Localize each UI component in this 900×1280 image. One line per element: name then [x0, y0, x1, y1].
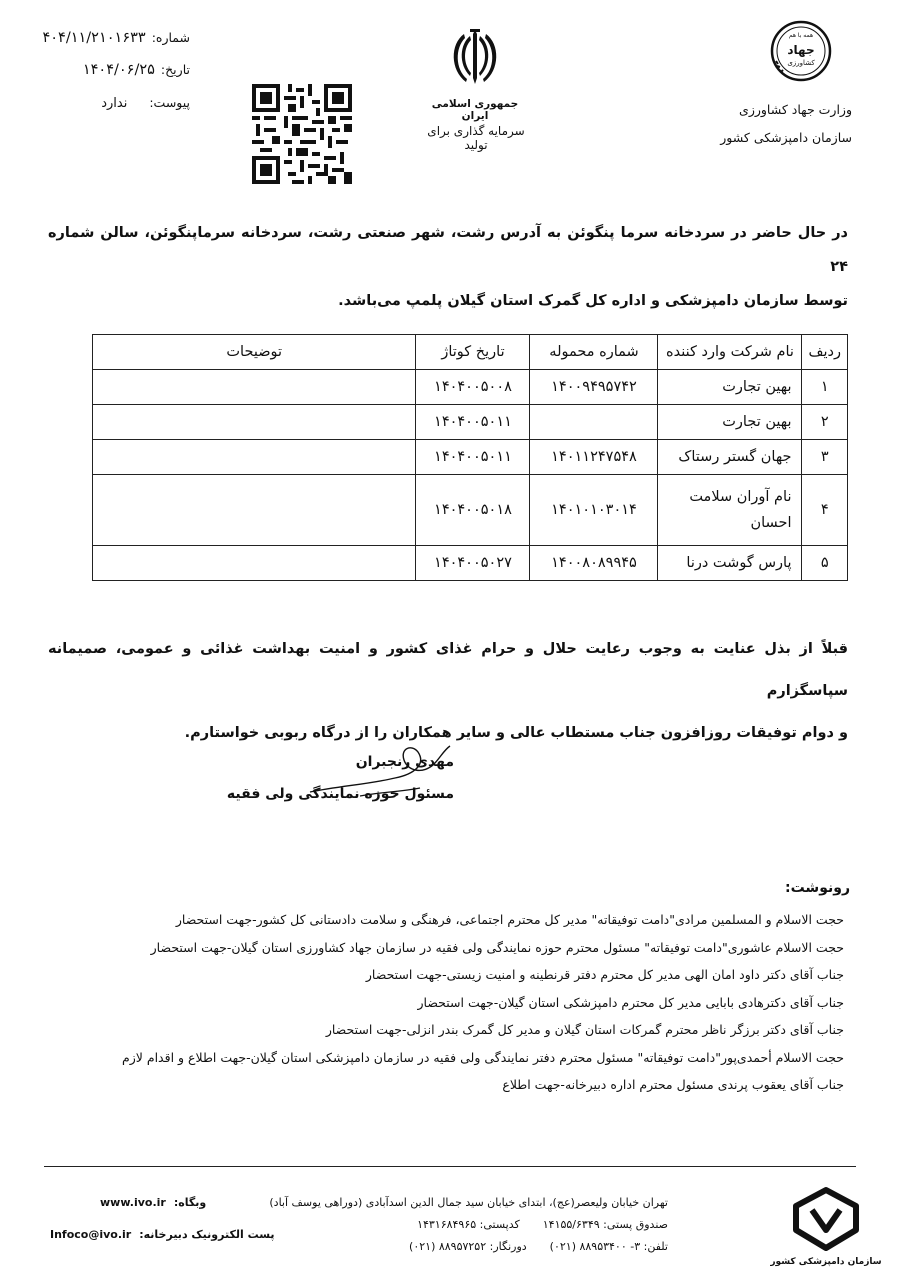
phone-value: ۳- ۸۸۹۵۳۴۰۰ (۰۲۱) — [549, 1240, 641, 1253]
cell-row: ۴ — [802, 475, 848, 546]
col-header-company: نام شرکت وارد کننده — [658, 335, 802, 370]
letter-number — [42, 30, 190, 46]
cc-item: جناب آقای دکتر داود امان الهی مدیر کل محترم دفتر قرنطینه و امنیت زیستی-جهت استحضار — [365, 967, 844, 982]
letter-number-value: ۴۰۴/۱۱/۲۱۰۱۶۳۳ — [42, 30, 146, 46]
col-header-kotaj: تاریخ کوتاژ — [416, 335, 530, 370]
letter-date-label: تاریخ: — [160, 62, 190, 77]
closing-line-2: و دوام توفیقات روزافزون جناب مستطاب عالی و سایر همکاران را از درگاه ربوبی خواستارم. — [184, 725, 848, 741]
ministry-name: وزارت جهاد کشاورزی — [739, 102, 852, 117]
table-row — [93, 405, 848, 440]
footer-email — [42, 1228, 275, 1241]
letter-date — [83, 62, 190, 78]
cell-shipment: ۱۴۰۱۱۲۴۷۵۴۸ — [530, 440, 658, 475]
cc-item: جناب آقای دکتر برزگر ناظر محترم گمرکات استان گیلان و مدیر کل گمرک بندر انزلی-جهت استحضار — [325, 1022, 844, 1037]
logo-text-top: همه با هم — [788, 32, 814, 39]
cc-item: جناب آقای یعقوب پرندی مسئول محترم اداره دبیرخانه-جهت اطلاع — [502, 1077, 844, 1092]
logo-caption: سازمان دامپزشکی کشور — [770, 1257, 882, 1267]
cell-notes — [93, 475, 416, 546]
company-line-2: احسان — [750, 515, 792, 531]
intro-line-2: توسط سازمان دامپزشکی و اداره کل گمرک استان گیلان پلمپ می‌باشد. — [338, 293, 848, 309]
cell-row: ۵ — [802, 546, 848, 581]
cell-company: بهین تجارت — [658, 405, 802, 440]
cell-company — [658, 475, 802, 546]
cell-kotaj: ۱۴۰۴۰۰۵۰۲۷ — [416, 546, 530, 581]
shipment-table — [92, 334, 848, 581]
cell-notes — [93, 405, 416, 440]
cell-shipment: ۱۴۰۰۸۰۸۹۹۴۵ — [530, 546, 658, 581]
email-link[interactable]: Infoco@ivo.ir — [50, 1228, 132, 1241]
cell-row: ۲ — [802, 405, 848, 440]
emblem-caption: جمهوری اسلامی ایران — [431, 98, 519, 122]
qr-code-icon — [252, 84, 352, 184]
cc-list — [44, 906, 844, 1099]
website-link[interactable]: www.ivo.ir — [100, 1196, 166, 1209]
cell-notes — [93, 440, 416, 475]
cell-shipment: ۱۴۰۱۰۱۰۳۰۱۴ — [530, 475, 658, 546]
col-header-row: ردیف — [802, 335, 848, 370]
attachment-value: ندارد — [101, 96, 128, 111]
cell-row: ۳ — [802, 440, 848, 475]
cc-item: حجت الاسلام أحمدی‌پور"دامت توفیقاته" مسئول محترم دفتر نمایندگی ولی فقیه در سازمان دامپزشکی استان گیلان-جهت اطلاع و اقدام لازم — [121, 1049, 844, 1065]
fax-value: ۸۸۹۵۷۲۵۲ (۰۲۱) — [409, 1240, 487, 1253]
phone-label: تلفن: — [643, 1240, 668, 1253]
pobox-value: ۱۴۱۵۵/۶۳۴۹ — [542, 1218, 600, 1231]
postal-label: کدپستی: — [479, 1218, 520, 1231]
signer-title: مسئول حوزه نمایندگی ولی فقیه — [226, 786, 454, 802]
cell-kotaj: ۱۴۰۴۰۰۵۰۱۸ — [416, 475, 530, 546]
cell-notes — [93, 546, 416, 581]
footer-address: تهران خیابان ولیعصر(عج)، ابتدای خیابان سید جمال الدین اسدآبادی (دوراهی یوسف آباد) — [269, 1196, 668, 1209]
cell-shipment: ۱۴۰۰۹۴۹۵۷۴۲ — [530, 370, 658, 405]
logo-text-bottom: کشاورزی — [787, 59, 815, 67]
table-row — [93, 370, 848, 405]
ministry-block — [720, 96, 852, 152]
cell-company: پارس گوشت درنا — [658, 546, 802, 581]
col-header-notes: توضیحات — [93, 335, 416, 370]
postal-value: ۱۴۳۱۶۸۴۹۶۵ — [417, 1218, 477, 1231]
tagline: سرمایه گذاری برای تولید — [427, 124, 525, 152]
attachment-label: پیوست: — [149, 95, 190, 110]
footer-divider — [44, 1166, 856, 1167]
pobox-label: صندوق پستی: — [603, 1218, 668, 1231]
cell-shipment — [530, 405, 658, 440]
cell-notes — [93, 370, 416, 405]
cell-row: ۱ — [802, 370, 848, 405]
email-label: پست الکترونیک دبیرخانه: — [139, 1228, 275, 1241]
table-header-row — [93, 335, 848, 370]
closing-line-1: قبلاً از بذل عنایت به وجوب رعایت حلال و حرام غذای کشور و امنیت بهداشت غذائی و عمومی، صمیمانه سپاسگزارم — [48, 641, 848, 699]
cc-item: حجت الاسلام و المسلمین مرادی"دامت توفیقاته" مدیر کل محترم اجتماعی، فرهنگی و سلامت دادستانی کل کشور-جهت استحضار — [175, 912, 844, 927]
cell-company: جهان گستر رستاک — [658, 440, 802, 475]
logo-text-main: جهاد — [787, 43, 815, 57]
letter-date-value: ۱۴۰۴/۰۶/۲۵ — [82, 62, 155, 78]
intro-line-1: در حال حاضر در سردخانه سرما پنگوئن به آدرس رشت، شهر صنعتی رشت، سردخانه سرماپنگوئن، سالن شماره ۲۴ — [48, 225, 848, 275]
table-row — [93, 440, 848, 475]
signer-name: مهدی رنجبران — [355, 754, 454, 770]
footer-website — [92, 1196, 206, 1209]
cell-kotaj: ۱۴۰۴۰۰۵۰۰۸ — [416, 370, 530, 405]
letter-attachment — [101, 95, 190, 111]
jihad-keshavarzi-logo — [770, 20, 832, 82]
ivo-logo-icon — [770, 1186, 882, 1268]
jihad-keshavarzi-logo-icon — [770, 20, 832, 82]
cc-item: جناب آقای دکترهادی بابایی مدیر کل محترم دامپزشکی استان گیلان-جهت استحضار — [417, 994, 844, 1010]
handwritten-signature-icon — [300, 734, 460, 804]
table-row — [93, 475, 848, 546]
organization-name: سازمان دامپزشکی کشور — [720, 130, 852, 145]
iran-emblem — [420, 26, 530, 122]
footer-phone-line — [269, 1236, 668, 1258]
cc-title: رونوشت: — [785, 880, 850, 896]
iran-emblem-icon — [446, 26, 504, 92]
website-label: وبگاه: — [173, 1196, 207, 1209]
letter-number-label: شماره: — [151, 30, 190, 45]
table-row — [93, 546, 848, 581]
col-header-shipment: شماره محموله — [530, 335, 658, 370]
cc-item: حجت الاسلام عاشوری"دامت توفیقاته" مسئول محترم حوزه نمایندگی ولی فقیه در سازمان جهاد کشاورزی استان گیلان-جهت استحضار — [150, 939, 844, 955]
cell-company: بهین تجارت — [658, 370, 802, 405]
intro-paragraph — [48, 216, 848, 318]
ivo-logo — [770, 1186, 882, 1268]
footer-address-block — [269, 1192, 668, 1258]
cell-kotaj: ۱۴۰۴۰۰۵۰۱۱ — [416, 405, 530, 440]
cell-kotaj: ۱۴۰۴۰۰۵۰۱۱ — [416, 440, 530, 475]
company-line-1: نام آوران سلامت — [689, 489, 792, 505]
fax-label: دورنگار: — [489, 1240, 527, 1253]
footer-box-line — [269, 1214, 668, 1236]
